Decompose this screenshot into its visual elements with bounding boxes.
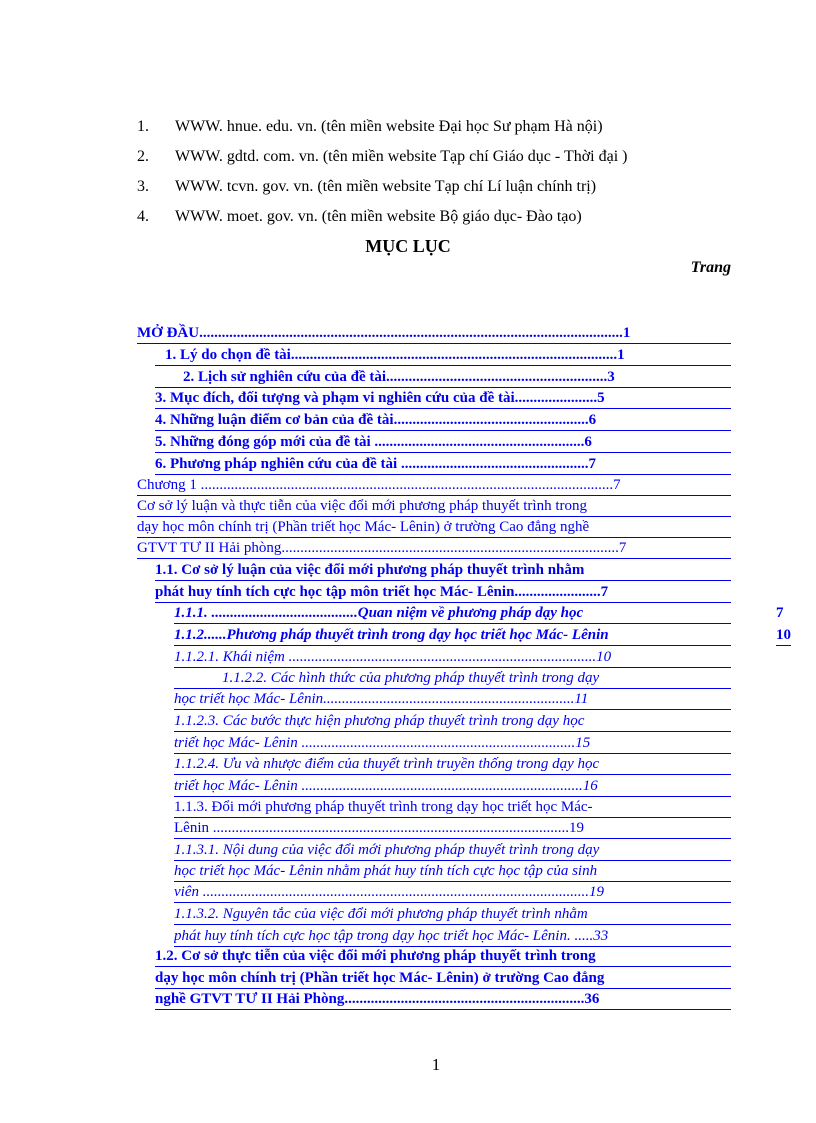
toc-link-1-1-3-1-line1[interactable]: 1.1.3.1. Nội dung của việc đổi mới phương pháp thuyết trình trong dạy	[174, 840, 731, 861]
toc-link-1-1-1[interactable]: 1.1.1. .......................................Quan niệm về phương pháp dạy học	[174, 603, 731, 624]
toc-link-1-1-2-2-line2[interactable]: học triết học Mác- Lênin...................................................................11	[174, 689, 731, 710]
page-number: 1	[431, 1055, 441, 1074]
toc-page-1-1-2: 10	[776, 625, 791, 646]
toc-link-chapter-1-title-line3[interactable]: GTVT TƯ II Hải phòng..........................................................................................7	[137, 538, 731, 559]
toc-link-4[interactable]: 4. Những luận điểm cơ bản của đề tài....................................................6	[155, 410, 731, 431]
toc-link-chapter-1[interactable]: Chương 1 ..............................................................................................................7	[137, 475, 731, 496]
toc-title: MỤC LỤC	[365, 236, 451, 256]
toc-link-1-1-3-line2[interactable]: Lênin ...............................................................................................19	[174, 818, 731, 839]
reference-number: 4.	[137, 208, 149, 225]
toc-link-1-1-2-2-line1[interactable]: 1.1.2.2. Các hình thức của phương pháp thuyết trình trong dạy	[174, 668, 731, 689]
toc-link-1-1-3-1-line2[interactable]: học triết học Mác- Lênin nhằm phát huy tính tích cực học tập của sinh	[174, 861, 731, 882]
toc-link-1-1-2[interactable]: 1.1.2......Phương pháp thuyết trình trong dạy học triết học Mác- Lênin	[174, 625, 731, 646]
reference-list	[137, 112, 737, 232]
toc-link-1-1-3-line1[interactable]: 1.1.3. Đổi mới phương pháp thuyết trình trong dạy học triết học Mác-	[174, 797, 731, 818]
reference-item	[137, 142, 737, 172]
toc-link-1-1-2-4-line2[interactable]: triết học Mác- Lênin ...........................................................................16	[174, 776, 731, 797]
toc-link-1-1-3-1-line3[interactable]: viên .......................................................................................................19	[174, 882, 731, 903]
toc-link-2[interactable]: 2. Lịch sử nghiên cứu của đề tài...........................................................3	[155, 367, 731, 388]
toc-link-1-1-3-2-line1[interactable]: 1.1.3.2. Nguyên tắc của việc đổi mới phương pháp thuyết trình nhằm	[174, 904, 731, 925]
reference-text: WWW. gdtd. com. vn. (tên miền website Tạp chí Giáo dục - Thời đại )	[175, 148, 628, 165]
toc-link-1-1-2-4-line1[interactable]: 1.1.2.4. Ưu và nhược điểm của thuyết trình truyền thống trong dạy học	[174, 754, 731, 775]
toc-link-mo-dau[interactable]: MỞ ĐẦU.................................................................................................................1	[137, 323, 731, 344]
toc-link-3[interactable]: 3. Mục đích, đối tượng và phạm vi nghiên cứu của đề tài......................5	[155, 388, 731, 409]
toc-link-1-1-2-1[interactable]: 1.1.2.1. Khái niệm ..................................................................................10	[174, 647, 731, 668]
reference-number: 2.	[137, 148, 149, 165]
toc-link-chapter-1-title-line1[interactable]: Cơ sở lý luận và thực tiễn của việc đổi mới phương pháp thuyết trình trong	[137, 496, 731, 517]
reference-item	[137, 112, 737, 142]
toc-link-chapter-1-title-line2[interactable]: dạy học môn chính trị (Phần triết học Mác- Lênin) ở trường Cao đẳng nghề	[137, 517, 731, 538]
toc-link-5[interactable]: 5. Những đóng góp mới của đề tài ........................................................6	[155, 432, 731, 453]
toc-link-1-2-line2[interactable]: dạy học môn chính trị (Phần triết học Mác- Lênin) ở trường Cao đẳng	[155, 968, 731, 989]
reference-number: 1.	[137, 118, 149, 135]
toc-link-1-1-line1[interactable]: 1.1. Cơ sở lý luận của việc đổi mới phương pháp thuyết trình nhằm	[155, 560, 731, 581]
toc-link-1-2-line3[interactable]: nghề GTVT TƯ II Hải Phòng................................................................36	[155, 989, 731, 1010]
toc-link-1-1-3-2-line2[interactable]: phát huy tính tích cực học tập trong dạy học triết học Mác- Lênin. .....33	[174, 926, 731, 947]
toc-link-1-2-line1[interactable]: 1.2. Cơ sở thực tiễn của việc đổi mới phương pháp thuyết trình trong	[155, 946, 731, 967]
reference-text: WWW. hnue. edu. vn. (tên miền website Đại học Sư phạm Hà nội)	[175, 118, 603, 135]
toc-link-1-1-2-3-line2[interactable]: triết học Mác- Lênin .........................................................................15	[174, 733, 731, 754]
reference-text: WWW. moet. gov. vn. (tên miền website Bộ giáo dục- Đào tạo)	[175, 208, 582, 225]
reference-text: WWW. tcvn. gov. vn. (tên miền website Tạp chí Lí luận chính trị)	[175, 178, 597, 195]
page-column-label: Trang	[690, 259, 731, 276]
reference-number: 3.	[137, 178, 149, 195]
toc-link-6[interactable]: 6. Phương pháp nghiên cứu của đề tài ..................................................7	[155, 454, 731, 475]
toc-page-1-1-1: 7	[776, 605, 784, 621]
reference-item	[137, 172, 737, 202]
toc-link-1-1-2-3-line1[interactable]: 1.1.2.3. Các bước thực hiện phương pháp thuyết trình trong dạy học	[174, 711, 731, 732]
reference-item	[137, 202, 737, 232]
toc-link-1[interactable]: 1. Lý do chọn đề tài.......................................................................................1	[155, 345, 731, 366]
toc-link-1-1-line2[interactable]: phát huy tính tích cực học tập môn triết học Mác- Lênin.......................7	[155, 582, 731, 603]
